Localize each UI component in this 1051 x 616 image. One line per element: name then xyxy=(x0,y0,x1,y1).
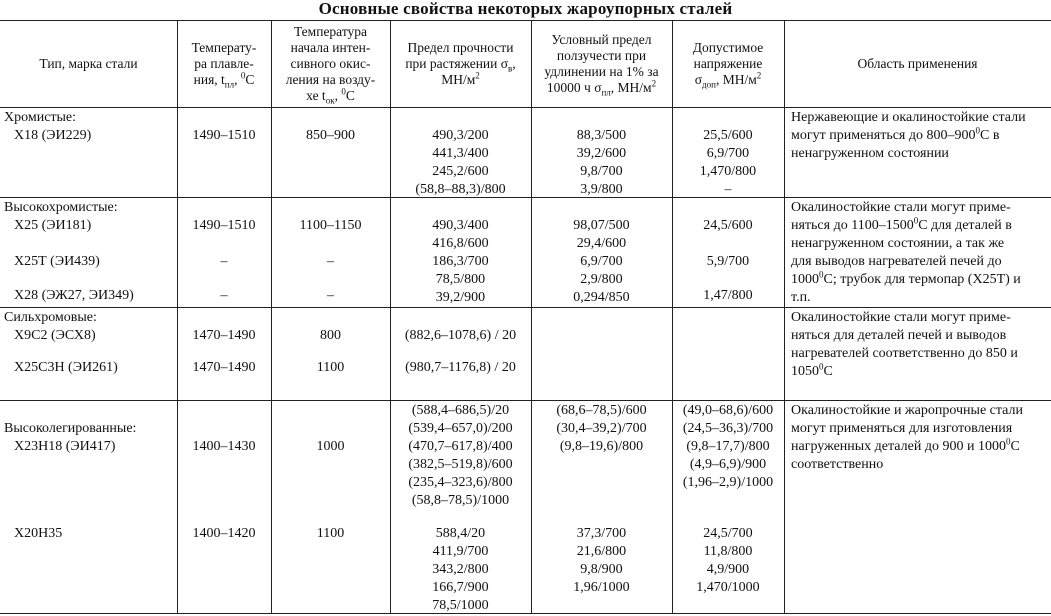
highchrome-application xyxy=(791,199,1021,307)
group-border-2 xyxy=(0,307,1051,308)
application-line xyxy=(791,438,1023,456)
application-text: С для деталей в xyxy=(918,218,1012,233)
header-allow-sub: доп xyxy=(702,79,716,90)
highchrome-strength-list xyxy=(390,217,531,307)
header-melt-sub: пл xyxy=(224,79,235,90)
header-oxidation-temp xyxy=(271,24,390,104)
highalloy-application xyxy=(791,402,1023,474)
application-line: Окалиностойкие и жаропрочные стали xyxy=(791,403,1023,418)
strength-value: 343,2/800 xyxy=(432,562,489,577)
highalloy-creep-list-2 xyxy=(531,525,672,597)
highchrome-allow-2: 5,9/700 xyxy=(706,254,750,269)
header-str-line-3 xyxy=(390,72,531,88)
group-name: Высокохромистые: xyxy=(4,200,118,215)
degree-sup: 0 xyxy=(913,215,919,226)
highalloy-ox-1: 1000 xyxy=(316,439,345,454)
strength-value: 166,7/900 xyxy=(432,580,489,595)
header-ox-sup: 0 xyxy=(341,86,346,97)
header-allow-line-3 xyxy=(672,72,784,88)
chrome-application xyxy=(791,109,1026,163)
steel-grade: Х25С3Н (ЭИ261) xyxy=(14,360,118,375)
steel-grade: Х25Т (ЭИ439) xyxy=(14,254,100,269)
strength-value: (235,4–323,6)/800 xyxy=(408,475,513,490)
highchrome-melt-3: – xyxy=(220,288,228,303)
header-ox-text: хе t xyxy=(306,88,326,103)
table-title: Основные свойства некоторых жароупорных сталей xyxy=(318,0,733,18)
strength-value: (58,8–88,3)/800 xyxy=(415,182,506,197)
strength-value: 245,2/600 xyxy=(432,164,489,179)
creep-value: 9,8/700 xyxy=(580,164,623,179)
application-line xyxy=(791,271,1021,289)
creep-value: 88,3/500 xyxy=(576,128,627,143)
strength-value: (58,8–78,5)/1000 xyxy=(411,493,510,508)
header-ox-unit: С xyxy=(345,88,355,103)
application-text: С xyxy=(823,364,833,379)
application-line: ненагруженном состоянии xyxy=(791,146,949,161)
strength-value: 411,9/700 xyxy=(432,544,489,559)
application-line xyxy=(791,127,1026,145)
degree-sup: 0 xyxy=(819,361,824,372)
group-name: Хромистые: xyxy=(4,110,77,125)
properties-table xyxy=(0,20,1051,616)
header-str-line-2 xyxy=(390,56,531,72)
allowable-value: (24,5–36,3)/700 xyxy=(682,421,774,436)
header-melt-unit: С xyxy=(245,72,255,87)
application-line: могут применяться для изготовления xyxy=(791,421,1013,436)
header-tensile-strength xyxy=(390,40,531,88)
highalloy-allow-list-1 xyxy=(672,402,784,492)
application-line: т.п. xyxy=(791,290,811,305)
header-creep-line-3: удлинении на 1% за xyxy=(544,64,659,79)
header-creep-text: 10000 ч σ xyxy=(546,80,602,95)
application-line: нагревателей соответственно до 850 и xyxy=(791,346,1018,361)
header-melt-line-1: Температу- xyxy=(191,40,257,55)
header-allow-unit: , МН/м xyxy=(715,72,757,87)
chrome-oxidation-temp: 850–900 xyxy=(306,128,355,143)
header-allow-sup: 2 xyxy=(756,70,762,81)
strength-value: 39,2/900 xyxy=(435,290,486,305)
allowable-value: 24,5/700 xyxy=(703,526,753,541)
creep-value: (68,6–78,5)/600 xyxy=(556,403,647,418)
highalloy-ox-2: 1100 xyxy=(316,526,345,541)
application-line: для выводов нагревателей печей до xyxy=(791,254,1002,269)
silchrome-strength-1: (882,6–1078,6) / 20 xyxy=(404,328,517,343)
strength-value: 78,5/800 xyxy=(435,272,486,287)
strength-value: (539,4–657,0)/200 xyxy=(408,421,513,436)
creep-value: (9,8–19,6)/800 xyxy=(559,439,644,454)
highalloy-melt-1: 1400–1430 xyxy=(192,439,256,454)
creep-value: 1,96/1000 xyxy=(573,580,630,595)
degree-sup: 0 xyxy=(819,269,824,280)
strength-value: 490,3/400 xyxy=(432,218,489,233)
header-melt-line-2: ра плавле- xyxy=(194,56,254,71)
header-application-area xyxy=(784,56,1051,72)
silchrome-group-label xyxy=(4,309,97,345)
allowable-value: (49,0–68,6)/600 xyxy=(682,403,774,418)
highchrome-allow-1: 24,5/600 xyxy=(703,218,753,233)
header-creep-sup: 2 xyxy=(651,78,657,89)
creep-value: 37,3/700 xyxy=(576,526,627,541)
silchrome-ox-2: 1100 xyxy=(316,360,345,375)
application-line: соответственно xyxy=(791,457,884,472)
chrome-creep-list xyxy=(531,127,672,199)
header-melt-line-3 xyxy=(177,72,271,88)
application-line: Окалиностойкие стали могут приме- xyxy=(791,200,1011,215)
allowable-value: 4,9/900 xyxy=(706,562,750,577)
highalloy-strength-list-2 xyxy=(390,525,531,615)
header-allowable-stress xyxy=(672,40,784,88)
header-ox-line-4: ления на возду- xyxy=(285,72,376,87)
creep-value: 3,9/800 xyxy=(580,182,623,197)
header-creep-line-1: Условный предел xyxy=(551,32,652,47)
highchrome-group-label xyxy=(4,199,118,235)
allowable-value: 1,470/1000 xyxy=(696,580,760,595)
steel-grade: Х18 (ЭИ229) xyxy=(14,128,92,143)
strength-value: 441,3/400 xyxy=(432,146,489,161)
header-ox-line-3: сивного окис- xyxy=(290,56,371,71)
header-str-sup: 2 xyxy=(475,70,480,81)
strength-value: (588,4–686,5)/20 xyxy=(411,403,510,418)
header-type xyxy=(0,56,177,72)
application-text: 1050 xyxy=(791,364,819,379)
header-type-text: Тип, марка стали xyxy=(39,56,138,71)
strength-value: (470,7–617,8)/400 xyxy=(408,439,513,454)
application-text: могут применяться до 800–900 xyxy=(791,128,976,143)
header-ox-comma: , xyxy=(334,88,342,103)
silchrome-ox-1: 800 xyxy=(320,328,341,343)
highchrome-creep-list xyxy=(531,217,672,307)
header-ox-line-5 xyxy=(271,88,390,104)
creep-value: 0,294/850 xyxy=(573,290,630,305)
col-border-6 xyxy=(784,20,785,614)
silchrome-melt-2: 1470–1490 xyxy=(192,360,256,375)
header-creep-limit xyxy=(531,32,672,96)
header-str-comma: , xyxy=(512,56,516,71)
silchrome-application xyxy=(791,309,1018,381)
header-melt-sup: 0 xyxy=(240,70,246,81)
steel-grade: Х28 (ЭЖ27, ЭИ349) xyxy=(14,288,134,303)
header-str-text: при растяжении σ xyxy=(405,56,509,71)
chrome-group-label xyxy=(4,109,91,145)
table-top-border xyxy=(0,20,1051,21)
highchrome-ox-3: – xyxy=(327,288,334,303)
chrome-melting-temp: 1490–1510 xyxy=(192,128,256,143)
steel-grade: Х23Н18 (ЭИ417) xyxy=(14,439,116,454)
header-melting-temp xyxy=(177,40,271,88)
header-creep-line-4 xyxy=(531,80,672,96)
silchrome-melt-1: 1470–1490 xyxy=(192,328,256,343)
highchrome-melt-1: 1490–1510 xyxy=(192,218,256,233)
highchrome-ox-2: – xyxy=(327,254,334,269)
group-name: Высоколегированные: xyxy=(4,421,137,436)
strength-value: 78,5/1000 xyxy=(432,598,489,613)
chrome-allowable-list xyxy=(672,127,784,199)
silchrome-strength-2: (980,7–1176,8) / 20 xyxy=(405,360,516,375)
strength-value: 186,3/700 xyxy=(432,254,489,269)
group-border-3 xyxy=(0,400,1051,401)
application-text: С в xyxy=(980,128,1000,143)
creep-value: (30,4–39,2)/700 xyxy=(556,421,647,436)
allowable-value: 6,9/700 xyxy=(706,146,750,161)
header-melt-comma: , xyxy=(234,72,241,87)
creep-value: 29,4/600 xyxy=(576,236,627,251)
header-ox-line-2: начала интен- xyxy=(290,40,371,55)
highalloy-creep-list-1 xyxy=(531,402,672,456)
creep-value: 39,2/600 xyxy=(576,146,627,161)
application-line: Окалиностойкие стали могут приме- xyxy=(791,310,1011,325)
creep-value: 6,9/700 xyxy=(580,254,623,269)
application-line: ненагруженном состоянии, а так же xyxy=(791,236,1005,251)
allowable-value: (1,96–2,9)/1000 xyxy=(682,475,774,490)
allowable-value: 25,5/600 xyxy=(703,128,753,143)
header-area-text: Область применения xyxy=(857,56,978,71)
application-text: 1000 xyxy=(791,272,819,287)
header-ox-line-1: Температура xyxy=(293,24,368,39)
header-melt-text: ния, t xyxy=(193,72,225,87)
allowable-value: (9,8–17,7)/800 xyxy=(686,439,770,454)
highalloy-allow-list-2 xyxy=(672,525,784,597)
header-creep-unit: , МН/м xyxy=(610,80,652,95)
header-bottom-border xyxy=(0,107,1051,108)
creep-value: 98,07/500 xyxy=(573,218,630,233)
highchrome-melt-2: – xyxy=(220,254,228,269)
application-text: С; трубок для термопар (Х25Т) и xyxy=(823,272,1021,287)
allowable-value: (4,9–6,9)/900 xyxy=(689,457,767,472)
creep-value: 21,6/800 xyxy=(576,544,627,559)
chrome-strength-list xyxy=(390,127,531,199)
highalloy-group-label xyxy=(4,420,136,456)
application-line xyxy=(791,363,1018,381)
highchrome-ox-1: 1100–1150 xyxy=(299,218,362,233)
header-str-sub: в xyxy=(508,63,513,74)
application-line: Нержавеющие и окалиностойкие стали xyxy=(791,110,1026,125)
strength-value: 490,3/200 xyxy=(432,128,489,143)
highalloy-melt-2: 1400–1420 xyxy=(192,526,256,541)
application-text: С xyxy=(1010,439,1020,454)
allowable-value: 1,470/800 xyxy=(699,164,757,179)
strength-value: 588,4/20 xyxy=(435,526,486,541)
header-creep-line-2: ползучести при xyxy=(556,48,647,63)
creep-value: 9,8/900 xyxy=(580,562,623,577)
allowable-value: 11,8/800 xyxy=(703,544,753,559)
application-text: няться до 1100–1500 xyxy=(791,218,914,233)
steel-grade: Х25 (ЭИ181) xyxy=(14,218,92,233)
application-line: няться для деталей печей и выводов xyxy=(791,328,1007,343)
highchrome-allow-3: 1,47/800 xyxy=(703,288,753,303)
header-str-unit: МН/м xyxy=(441,72,476,87)
application-text: нагруженных деталей до 900 и 1000 xyxy=(791,439,1006,454)
application-line xyxy=(791,217,1021,235)
strength-value: (382,5–519,8)/600 xyxy=(408,457,513,472)
header-allow-line-1: Допустимое xyxy=(692,40,764,55)
degree-sup: 0 xyxy=(975,125,980,136)
creep-value: 2,9/800 xyxy=(580,272,623,287)
degree-sup: 0 xyxy=(1005,436,1011,447)
steel-grade: Х20Н35 xyxy=(14,526,63,541)
highalloy-strength-list-1 xyxy=(390,402,531,510)
header-str-line-1: Предел прочности xyxy=(407,40,514,55)
header-ox-sub: ок xyxy=(325,95,335,106)
steel-grade: Х9С2 (ЭСХ8) xyxy=(14,328,96,343)
allowable-value: – xyxy=(724,182,732,197)
strength-value: 416,8/600 xyxy=(432,236,489,251)
header-allow-text: σ xyxy=(694,72,703,87)
header-allow-line-2: напряжение xyxy=(693,56,763,71)
group-name: Сильхромовые: xyxy=(4,310,97,325)
header-creep-sub: пл xyxy=(601,87,611,98)
